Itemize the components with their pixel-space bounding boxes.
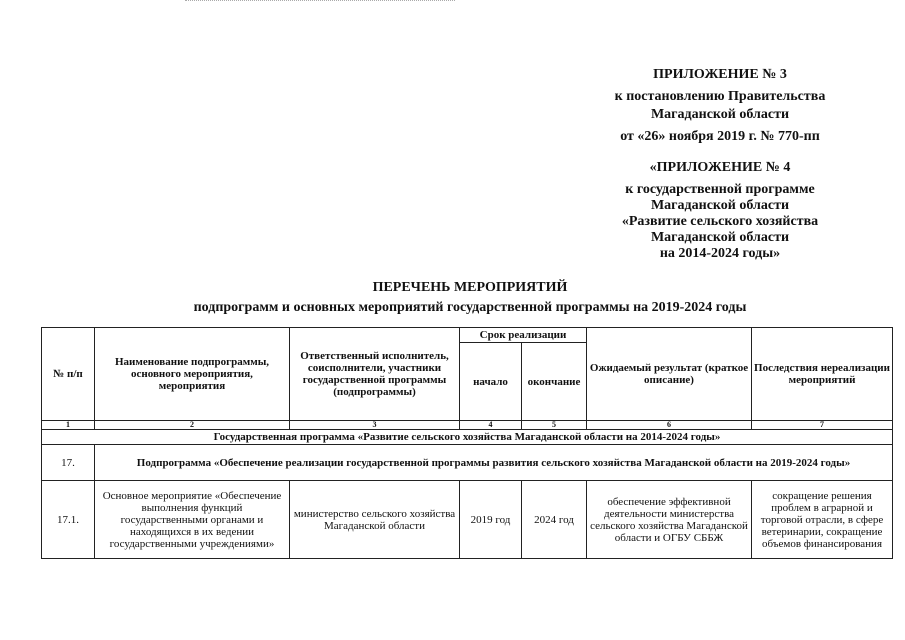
annex-4-line-4: Магаданской области (650, 230, 790, 245)
annex-3-line-2: Магаданской области (650, 107, 790, 122)
document-title (40, 278, 900, 318)
row-consequences: сокращение решения проблем в аграрной и торговой отрасли, в сфере ветеринарии, сокращение объемов финансирования (752, 481, 893, 559)
row-end: 2024 год (522, 481, 587, 559)
annex-3-line-1: к постановлению Правительства (614, 89, 826, 104)
header-name: Наименование подпрограммы, основного мероприятия, мероприятия (95, 328, 290, 421)
annex-3-title: ПРИЛОЖЕНИЕ № 3 (653, 67, 787, 82)
subprogram-num: 17. (42, 445, 95, 481)
header-num: № п/п (42, 328, 95, 421)
row-num: 17.1. (42, 481, 95, 559)
events-table (41, 327, 893, 559)
annex-3-line-3: от «26» ноября 2019 г. № 770-пп (620, 129, 820, 144)
annex-4-line-2: Магаданской области (650, 198, 790, 213)
annex-4-header (560, 160, 880, 262)
annex-4-title: «ПРИЛОЖЕНИЕ № 4 (649, 160, 791, 175)
col-number: 4 (460, 421, 522, 430)
col-number: 1 (42, 421, 95, 430)
scan-artifact-line (185, 0, 455, 3)
header-start: начало (460, 343, 522, 421)
col-number: 5 (522, 421, 587, 430)
row-name: Основное мероприятие «Обеспечение выполнения функций государственными органами и находящихся в их ведении государственными учреждениями» (95, 481, 290, 559)
row-executor: министерство сельского хозяйства Магаданской области (290, 481, 460, 559)
document-title-main: ПЕРЕЧЕНЬ МЕРОПРИЯТИЙ (372, 280, 568, 295)
col-number: 7 (752, 421, 893, 430)
annex-3-header (560, 66, 880, 146)
annex-4-line-1: к государственной программе (625, 182, 815, 197)
document-title-sub: подпрограмм и основных мероприятий государственной программы на 2019-2024 годы (193, 300, 747, 315)
header-consequences: Последствия нереализации мероприятий (752, 328, 893, 421)
header-period: Срок реализации (460, 328, 587, 343)
program-row: Государственная программа «Развитие сельского хозяйства Магаданской области на 2014-2024 годы» (42, 430, 893, 445)
header-end: окончание (522, 343, 587, 421)
row-result: обеспечение эффективной деятельности министерства сельского хозяйства Магаданской области и ОГБУ СББЖ (587, 481, 752, 559)
col-number: 6 (587, 421, 752, 430)
header-result: Ожидаемый результат (краткое описание) (587, 328, 752, 421)
subprogram-title: Подпрограмма «Обеспечение реализации государственной программы развития сельского хозяйства Магаданской области на 2019-2024 годы» (95, 445, 893, 481)
annex-4-line-3: «Развитие сельского хозяйства (621, 214, 819, 229)
row-start: 2019 год (460, 481, 522, 559)
col-number: 3 (290, 421, 460, 430)
col-number: 2 (95, 421, 290, 430)
header-executor: Ответственный исполнитель, соисполнители, участники государственной программы (подпрограммы) (290, 328, 460, 421)
annex-4-line-5: на 2014-2024 годы» (659, 246, 781, 261)
